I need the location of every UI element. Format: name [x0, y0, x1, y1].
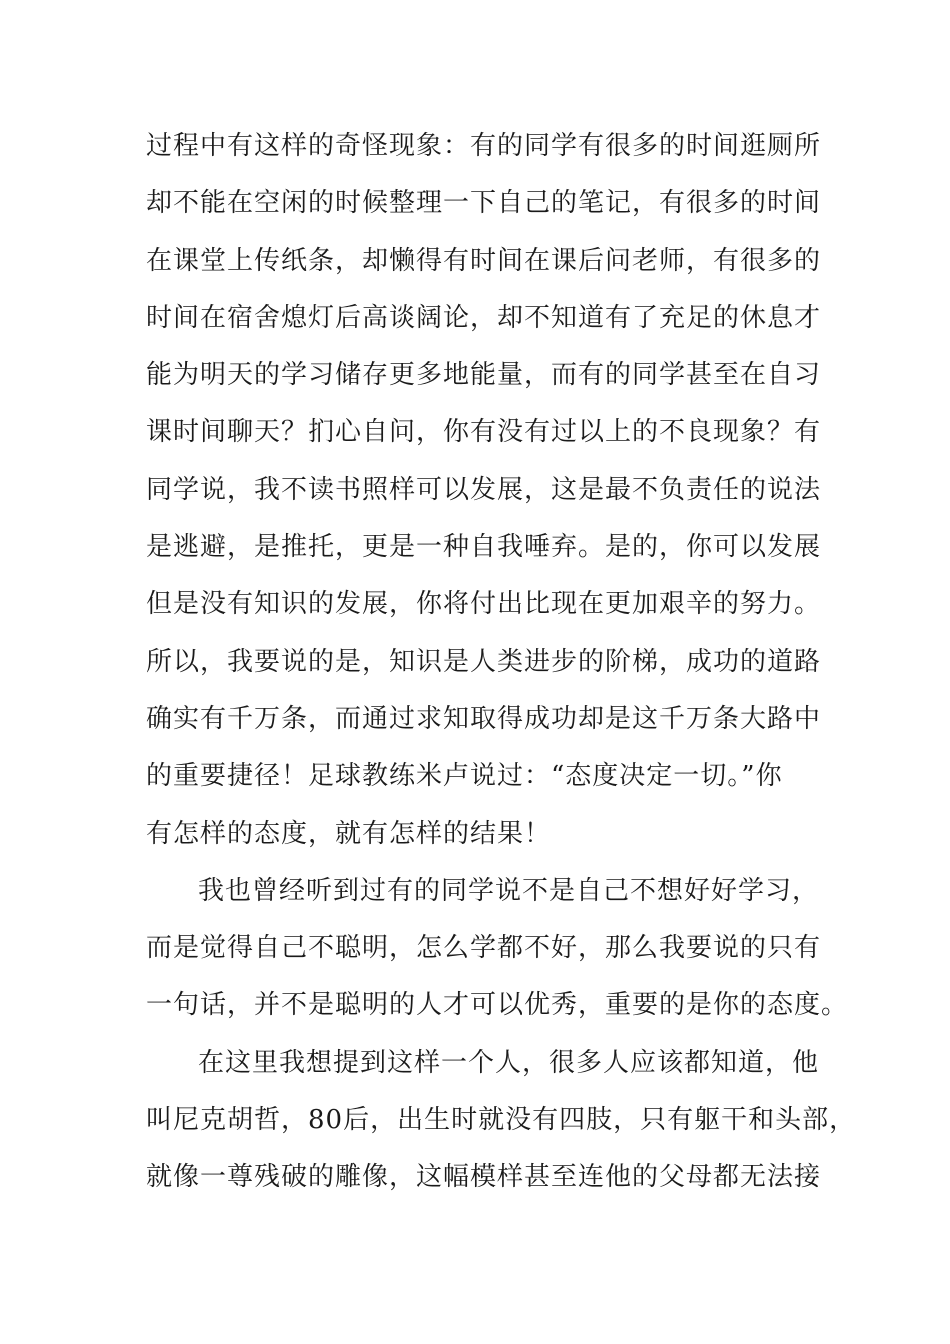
text-line: 我也曾经听到过有的同学说不是自己不想好好学习，: [198, 875, 820, 906]
text-line: 能为明天的学习储存更多地能量，而有的同学甚至在自习: [146, 360, 822, 391]
text-line: 时间在宿舍熄灯后高谈阔论，却不知道有了充足的休息才: [146, 302, 822, 333]
text-line: 但是没有知识的发展，你将付出比现在更加艰辛的努力。: [146, 589, 822, 620]
text-line: 在这里我想提到这样一个人，很多人应该都知道，他: [198, 1047, 820, 1078]
text-line: 在课堂上传纸条，却懒得有时间在课后问老师，有很多的: [146, 245, 822, 276]
text-line: 确实有千万条，而通过求知取得成功却是这千万条大路中: [146, 703, 822, 734]
text-line: 同学说，我不读书照样可以发展，这是最不负责任的说法: [146, 474, 822, 505]
text-line: 课时间聊天？扪心自问，你有没有过以上的不良现象？有: [146, 417, 822, 448]
text-line: 有怎样的态度，就有怎样的结果！: [146, 818, 552, 849]
text-line: 所以，我要说的是，知识是人类进步的阶梯，成功的道路: [146, 646, 822, 677]
text-line: 一句话，并不是聪明的人才可以优秀，重要的是你的态度。: [146, 990, 849, 1021]
text-line: 却不能在空闲的时候整理一下自己的笔记，有很多的时间: [146, 188, 822, 219]
text-line: 是逃避，是推托，更是一种自我唾弃。是的，你可以发展: [146, 532, 822, 563]
text-line: 过程中有这样的奇怪现象：有的同学有很多的时间逛厕所: [146, 131, 822, 161]
text-line: 而是觉得自己不聪明，怎么学都不好，那么我要说的只有: [146, 933, 822, 964]
text-line: 叫尼克胡哲，80后，出生时就没有四肢，只有躯干和头部，: [146, 1105, 857, 1136]
body-text: [146, 118, 857, 1207]
text-line: 就像一尊残破的雕像，这幅模样甚至连他的父母都无法接: [146, 1162, 822, 1193]
text-line: 的重要捷径！足球教练米卢说过：“态度决定一切。”你: [146, 761, 783, 792]
